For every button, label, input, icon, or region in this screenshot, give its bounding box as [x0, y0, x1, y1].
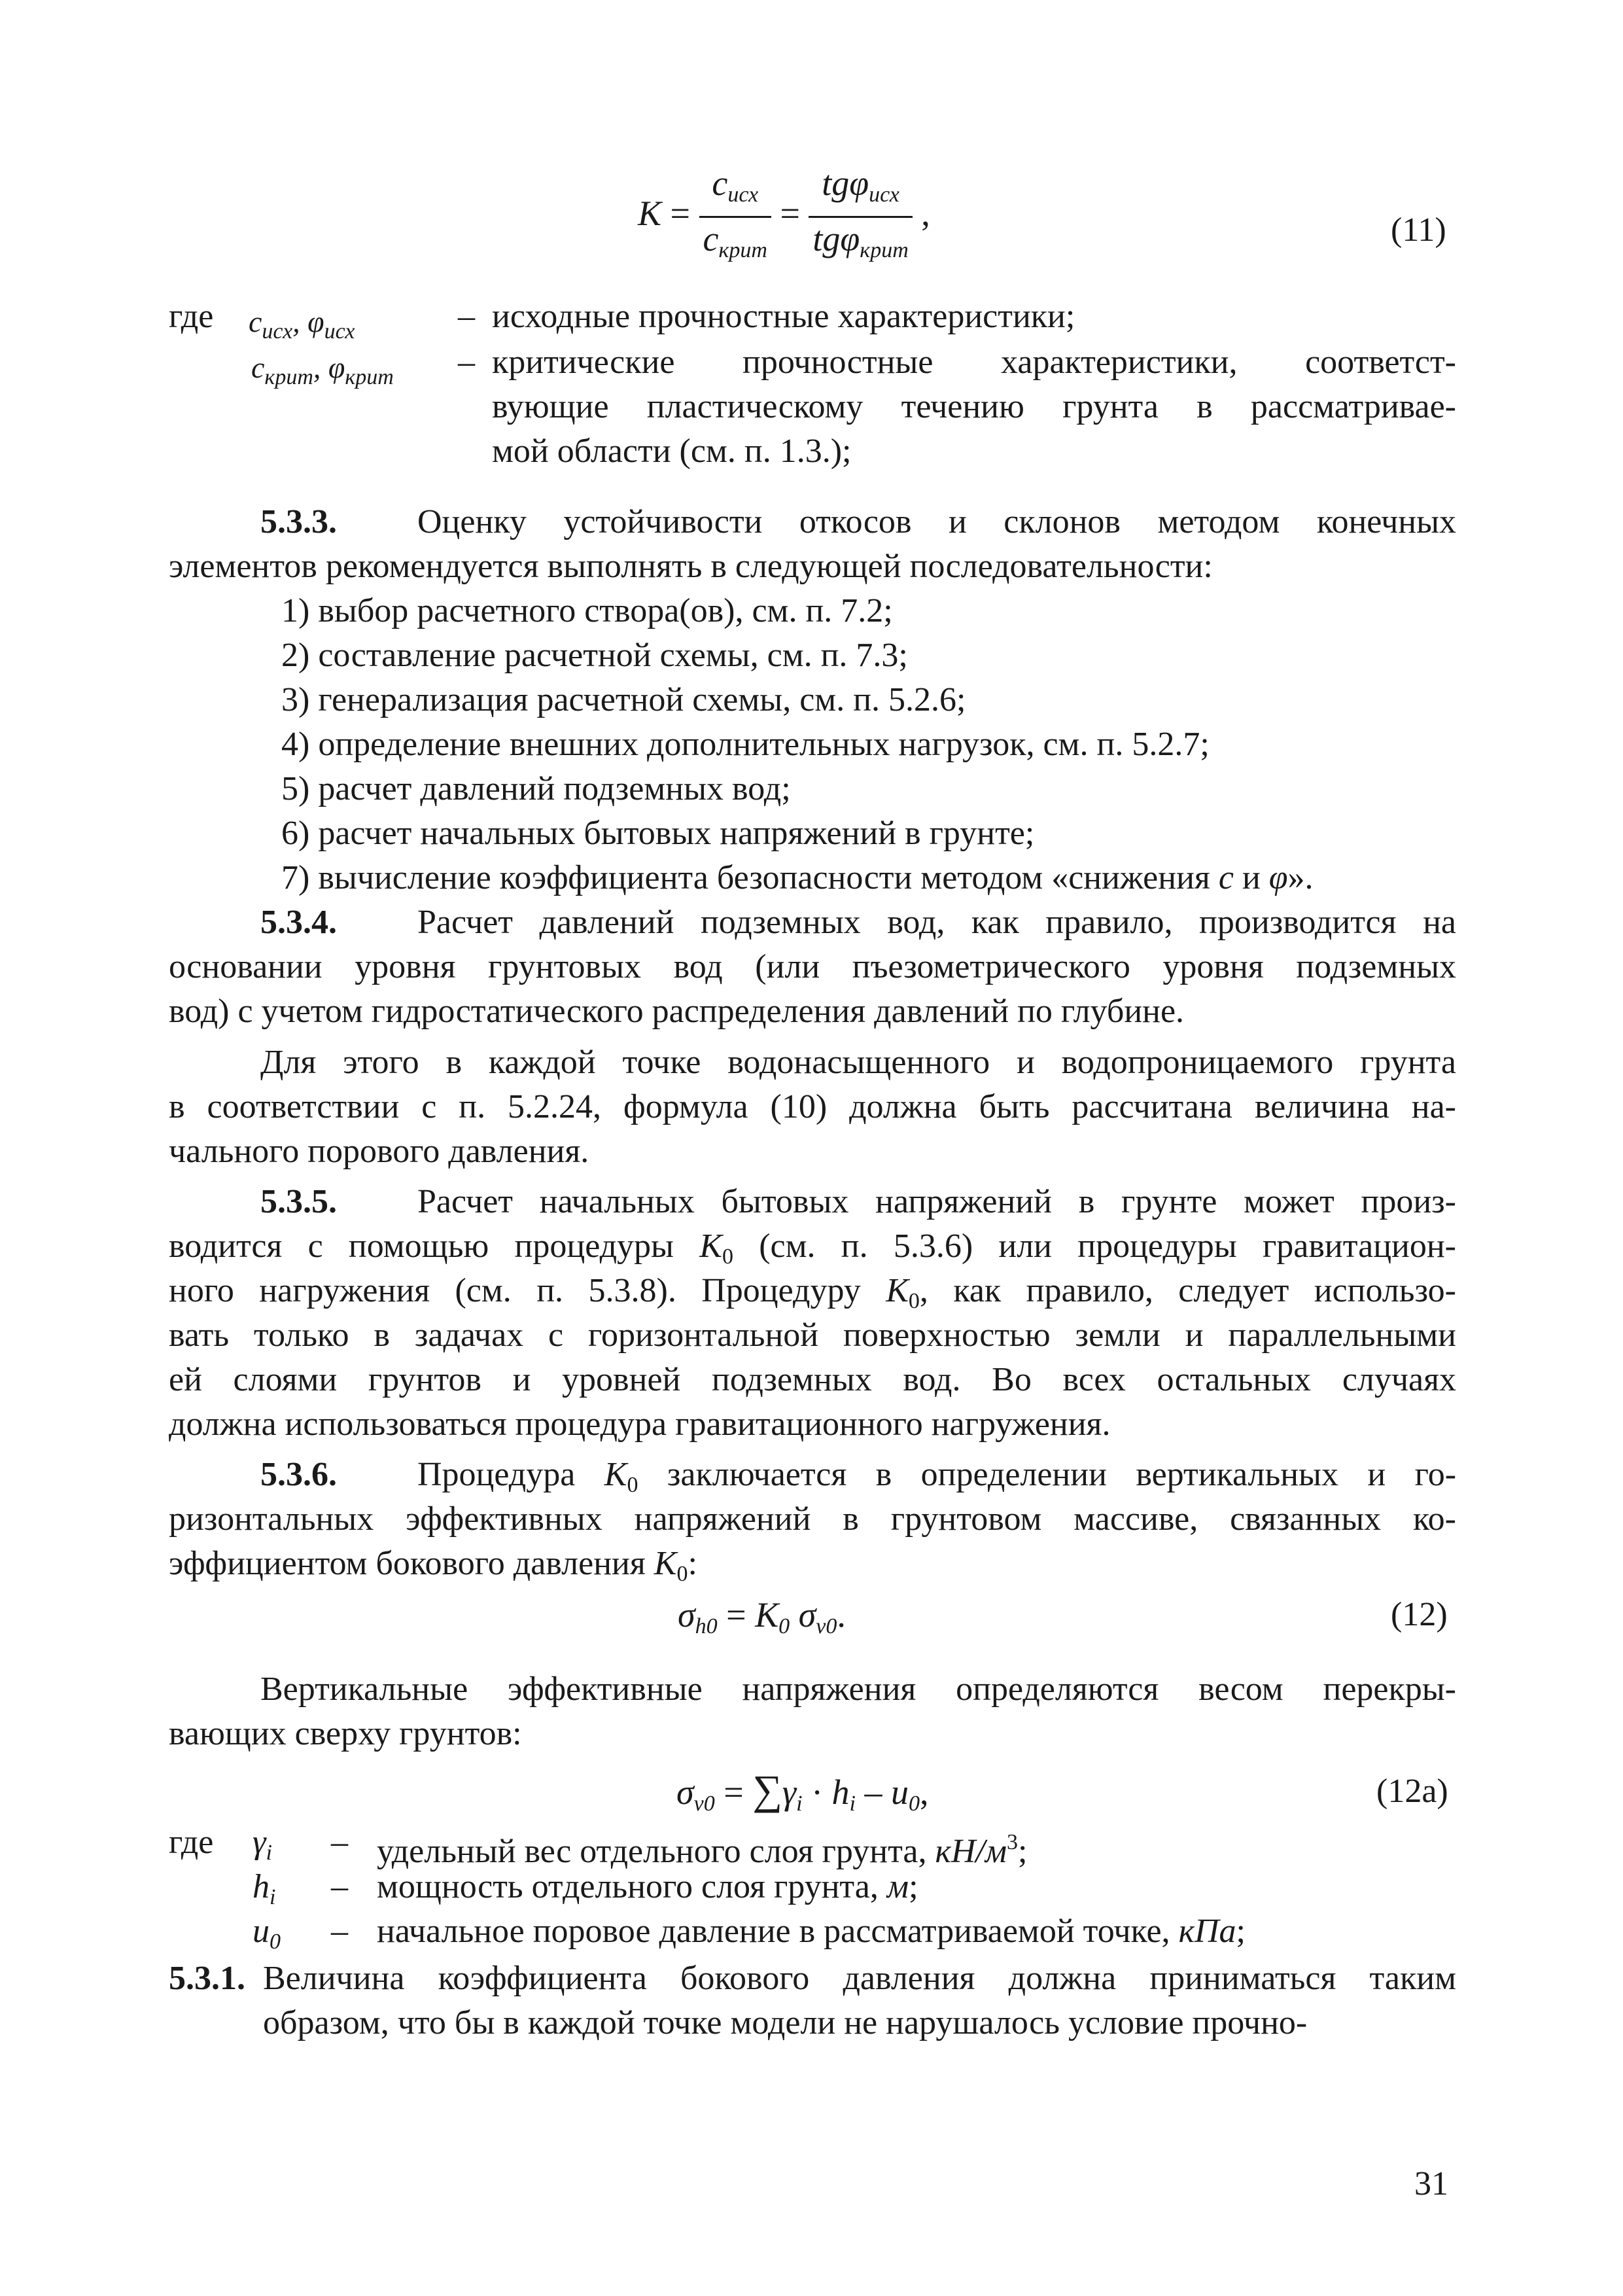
where-label: где [169, 1824, 214, 1861]
formula-12a-number: (12a) [1376, 1773, 1448, 1810]
list-item-7: 7) вычисление коэффициента безопасности методом «снижения c и φ». [281, 859, 1314, 896]
def-dash: – [458, 298, 475, 335]
formula-12: $\sigma_{h0} = K0$ $\sigma_{v0}$. [678, 1595, 846, 1638]
paragraph-vertical-stresses: Вертикальные эффективные напряжения определяются весом перекры- вающих сверху грунтов: [169, 1670, 1456, 1752]
def-symbol-u0: $u_0$ [253, 1913, 281, 1954]
section-number: 5.3.3. [260, 503, 337, 540]
formula-11-fraction-c: $\frac{c_{исх}}{c_{крит}}$ [699, 162, 771, 272]
formula-11: K = $\frac{c_{исх}}{c_{крит}}$ = $\frac{tg\varphi_{исх}}{tg\varphi_{крит}}$ , [638, 162, 930, 272]
section-5-3-5: 5.3.5. Расчет начальных бытовых напряжений в грунте может произ- водится с помощью процедуры K0 (см. п. 5.3.6) или процедуры гравитацион- ного нагружения (см. п. 5.3.8). Процедуру K0, как правило, следует использо- вать только в задачах с горизонтальной поверхностью земли и параллельными ей слоями грунтов и уровней подземных вод. Во всех остальных случаях должна использоваться процедура гравитационного нагружения. [169, 1183, 1457, 1443]
def-symbol-h: $h_i$ [253, 1868, 276, 1909]
where-label: где [169, 298, 214, 335]
list-item-1: 1) выбор расчетного створа(ов), см. п. 7.2; [281, 592, 893, 629]
section-5-3-6: 5.3.6. Процедура K0 заключается в определении вертикальных и го- ризонтальных эффективных напряжений в грунтовом массиве, связанных ко- эффициентом бокового давления K0: [169, 1456, 1457, 1586]
def-text-u0: начальное поровое давление в рассматриваемой точке, кПа; [377, 1913, 1246, 1950]
list-item-4: 4) определение внешних дополнительных нагрузок, см. п. 5.2.7; [281, 726, 1210, 763]
def-text-gamma: удельный вес отдельного слоя грунта, $кН/м^3$; [377, 1830, 1028, 1870]
formula-11-number: (11) [1391, 211, 1446, 249]
def-symbol-critical: $c_{крит}$, $\varphi_{крит}$ [251, 351, 394, 389]
page-number: 31 [1414, 2165, 1448, 2202]
list-item-5: 5) расчет давлений подземных вод; [281, 770, 791, 807]
def-text-h: мощность отдельного слоя грунта, м; [377, 1868, 918, 1905]
def-text-initial: исходные прочностные характеристики; [492, 298, 1075, 335]
formula-11-fraction-tg: $\frac{tg\varphi_{исх}}{tg\varphi_{крит}}$ [809, 162, 912, 272]
def-dash: – [458, 344, 475, 381]
section-5-3-4: 5.3.4. Расчет давлений подземных вод, как правило, производится на основании уровня грунтовых вод (или пъезометрического уровня подземных вод) с учетом гидростатического распределения давлений по глубине. [169, 904, 1456, 1030]
section-5-3-4-paragraph-2: Для этого в каждой точке водонасыщенного и водопроницаемого грунта в соответствии с п. 5.2.24, формула (10) должна быть рассчитана величина на- чального порового давления. [169, 1044, 1456, 1170]
formula-11-lhs: K [638, 193, 662, 233]
list-item-6: 6) расчет начальных бытовых напряжений в грунте; [281, 815, 1035, 852]
list-item-3: 3) генерализация расчетной схемы, см. п. 5.2.6; [281, 681, 966, 718]
section-5-3-3: 5.3.3. Оценку устойчивости откосов и склонов методом конечных элементов рекомендуется выполнять в следующей последовательности: [169, 500, 1456, 589]
document-page: K = $\frac{c_{исх}}{c_{крит}}$ = $\frac{tg\varphi_{исх}}{tg\varphi_{крит}}$ , (11) где $c_{исх}$, $\varphi_{исх}$ – исходные прочностные характеристики; $c_{крит}$, $\varphi_{крит}$ – критические прочностные характеристики, соответст- вующие пластическому течению грунта в рассматривае- мой области (см. п. 1.3.); 5.3.3. Оценку устойчивости откосов и склонов методом конечных элементов рекомендуется выполнять в следующей последовательности: 1) выбор расчетного створа(ов), см. п. 7.2; 2) составление расчетной схемы, см. п. 7.3; 3) генерализация расчетной схемы, см. п. 5.2.6; 4) определение внешних дополнительных нагрузок, см. п. 5.2.7; 5) расчет давлений подземных вод; 6) расчет начальных бытовых напряжений в грунте; 7) вычисление коэффициента безопасности методом «снижения c и φ». 5.3.4. Расчет давлений подземных вод, как правило, производится на основании уровня грунтовых вод (или пъезометрического уровня подземных вод) с учетом гидростатического распределения давлений по глубине. Для этого в каждой точке водонасыщенного и водопроницаемого грунта в соответствии с п. 5.2.24, формула (10) должна быть рассчитана величина на- чального порового давления. 5.3.5. Расчет начальных бытовых напряжений в грунте может произ- водится с помощью процедуры K0 (см. п. 5.3.6) или процедуры гравитацион- ного нагружения (см. п. 5.3.8). Процедуру K0, как правило, следует использо- вать только в задачах с горизонтальной поверхностью земли и параллельными ей слоями грунтов и уровней подземных вод. Во всех остальных случаях должна использоваться процедура гравитационного нагружения. 5.3.6. Процедура K0 заключается в определении вертикальных и го- ризонтальных эффективных напряжений в грунтовом массиве, связанных ко- эффициентом бокового давления K0: $\sigma_{h0} = K0$ $\sigma_{v0}$. (12) Вертикальные эффективные напряжения определяются весом перекры- вающих сверху грунтов: $\sigma_{v0} = \sum\gamma_i \cdot h_i - u0$, (12a) где $\gamma_i$ – удельный вес отдельного слоя грунта, $кН/м^3$; $h_i$ – мощность отдельного слоя грунта, м; $u_0$ – начальное поровое давление в рассматриваемой точке, кПа; 5.3.1. Величина коэффициента бокового давления должна приниматься таким образом, что бы в каждой точке модели не нарушалось условие прочно- 31 [0, 0, 1623, 2296]
def-symbol-gamma: $\gamma_i$ [253, 1824, 272, 1865]
section-5-3-1: Величина коэффициента бокового давления должна приниматься таким образом, что бы в каждой точке модели не нарушалось условие прочно- [263, 1960, 1456, 2041]
def-text-critical: критические прочностные характеристики, соответст- вующие пластическому течению грунта в рассматривае- мой области (см. п. 1.3.); [492, 344, 1456, 470]
formula-12-number: (12) [1391, 1596, 1448, 1633]
section-number-5-3-1: 5.3.1. [169, 1960, 245, 1997]
def-symbol-initial: $c_{исх}$, $\varphi_{исх}$ [249, 305, 355, 344]
list-item-2: 2) составление расчетной схемы, см. п. 7.3; [281, 637, 908, 674]
formula-12a: $\sigma_{v0} = \sum\gamma_i \cdot h_i - u0$, [676, 1767, 929, 1816]
